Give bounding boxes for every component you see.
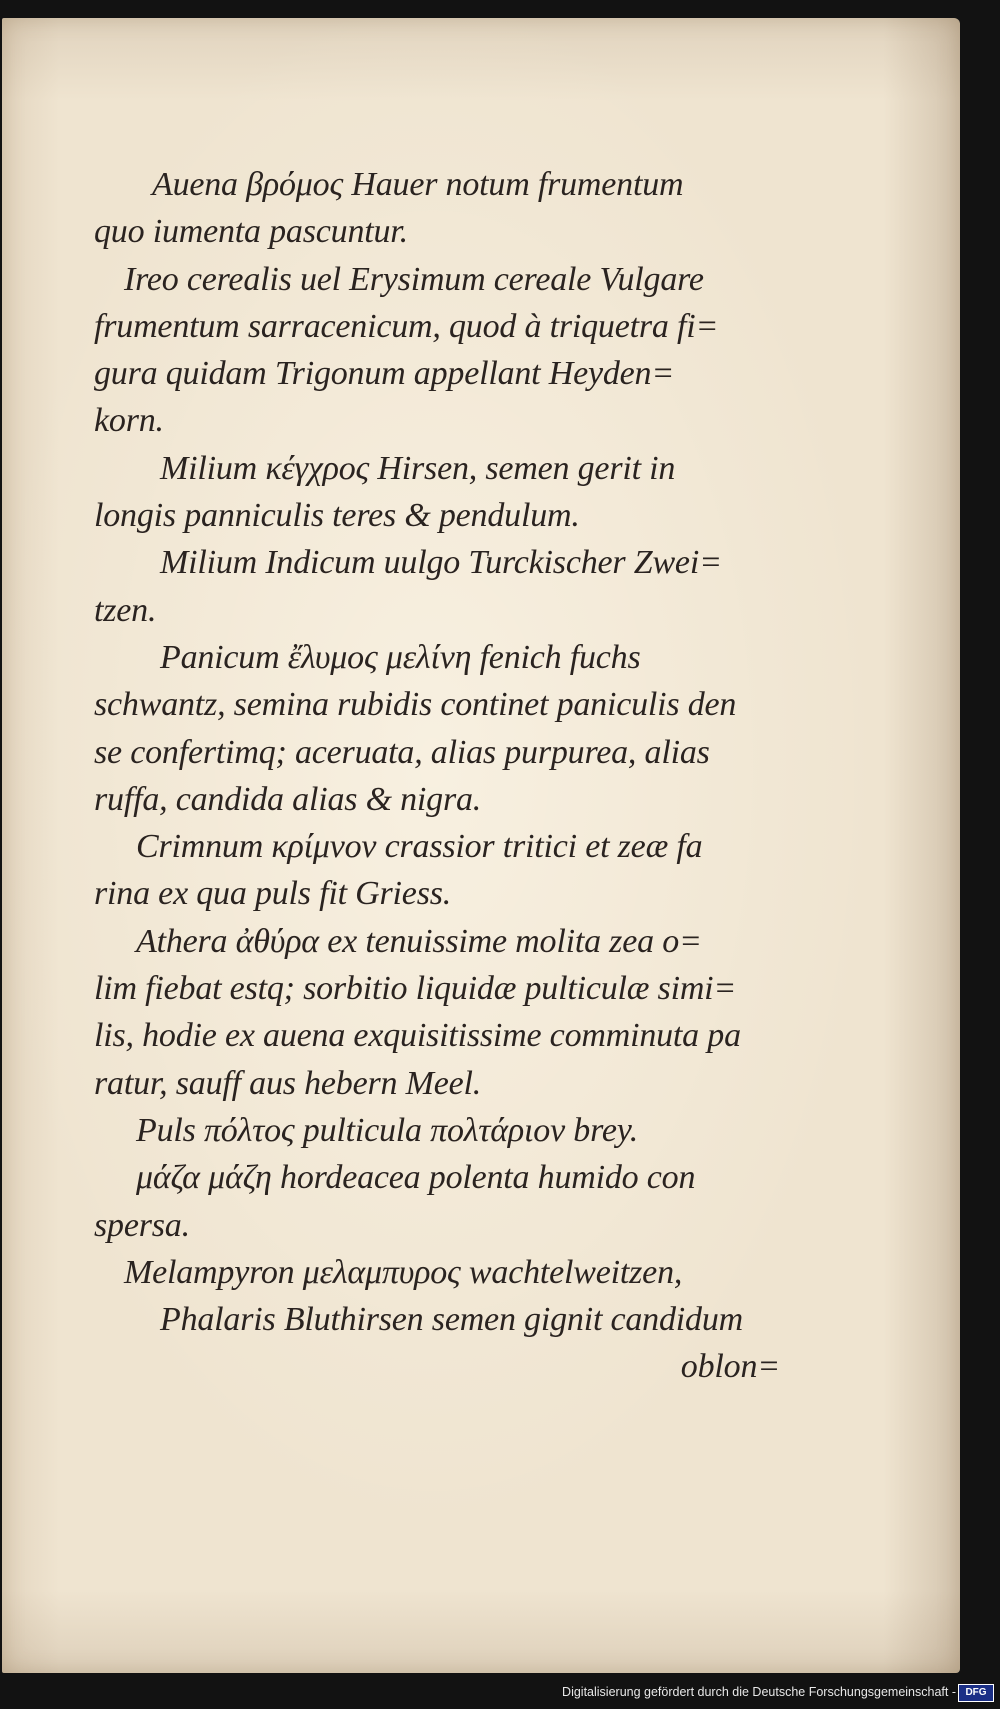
text-line: Panicum ἔλυμος μελίνη fenich fuchs — [160, 638, 641, 676]
book-page — [2, 18, 960, 1673]
text-line: Milium Indicum uulgo Turckischer Zwei= — [160, 544, 722, 582]
text-line: tzen. — [94, 591, 157, 629]
text-line: Melampyron μελαμπυρος wachtelweitzen, — [124, 1253, 683, 1291]
page-text — [94, 161, 784, 1391]
funding-credit: Digitalisierung gefördert durch die Deutsche Forschungsgemeinschaft - — [562, 1685, 956, 1699]
text-line: gura quidam Trigonum appellant Heyden= — [94, 355, 675, 393]
text-line: korn. — [94, 402, 164, 440]
text-line: Athera ἀθύρα ex tenuissime molita zea o= — [136, 922, 702, 960]
text-line: schwantz, semina rubidis continet paniculis den — [94, 686, 737, 724]
catchword: oblon= — [680, 1348, 780, 1386]
text-line: longis panniculis teres & pendulum. — [94, 497, 580, 535]
text-line: Ireo cerealis uel Erysimum cereale Vulgare — [124, 260, 704, 298]
text-line: Milium κέγχρος Hirsen, semen gerit in — [160, 449, 676, 487]
text-line: lim fiebat estq; sorbitio liquidæ pulticulæ simi= — [94, 970, 737, 1008]
text-line: quo iumenta pascuntur. — [94, 213, 408, 251]
text-line: rina ex qua puls fit Griess. — [94, 875, 452, 913]
text-line: Crimnum κρίμνον crassior tritici et zeæ fa — [136, 828, 703, 866]
text-line: Puls πόλτος pulticula πολτάριον brey. — [136, 1111, 639, 1149]
text-line: Phalaris Bluthirsen semen gignit candidum — [160, 1301, 743, 1339]
text-line: ruffa, candida alias & nigra. — [94, 780, 482, 818]
dfg-logo-icon: DFG — [958, 1684, 994, 1702]
text-line: se confertimq; aceruata, alias purpurea, alias — [94, 733, 710, 771]
text-line: μάζα μάζη hordeacea polenta humido con — [136, 1159, 696, 1197]
text-line: Auena βρόμος Hauer notum frumentum — [152, 166, 684, 203]
text-line: lis, hodie ex auena exquisitissime comminuta pa — [94, 1017, 741, 1055]
text-line: frumentum sarracenicum, quod à triquetra fi= — [94, 307, 719, 345]
text-line: ratur, sauff aus hebern Meel. — [94, 1064, 482, 1102]
text-line: spersa. — [94, 1206, 190, 1244]
digitization-footer — [0, 1683, 1000, 1703]
